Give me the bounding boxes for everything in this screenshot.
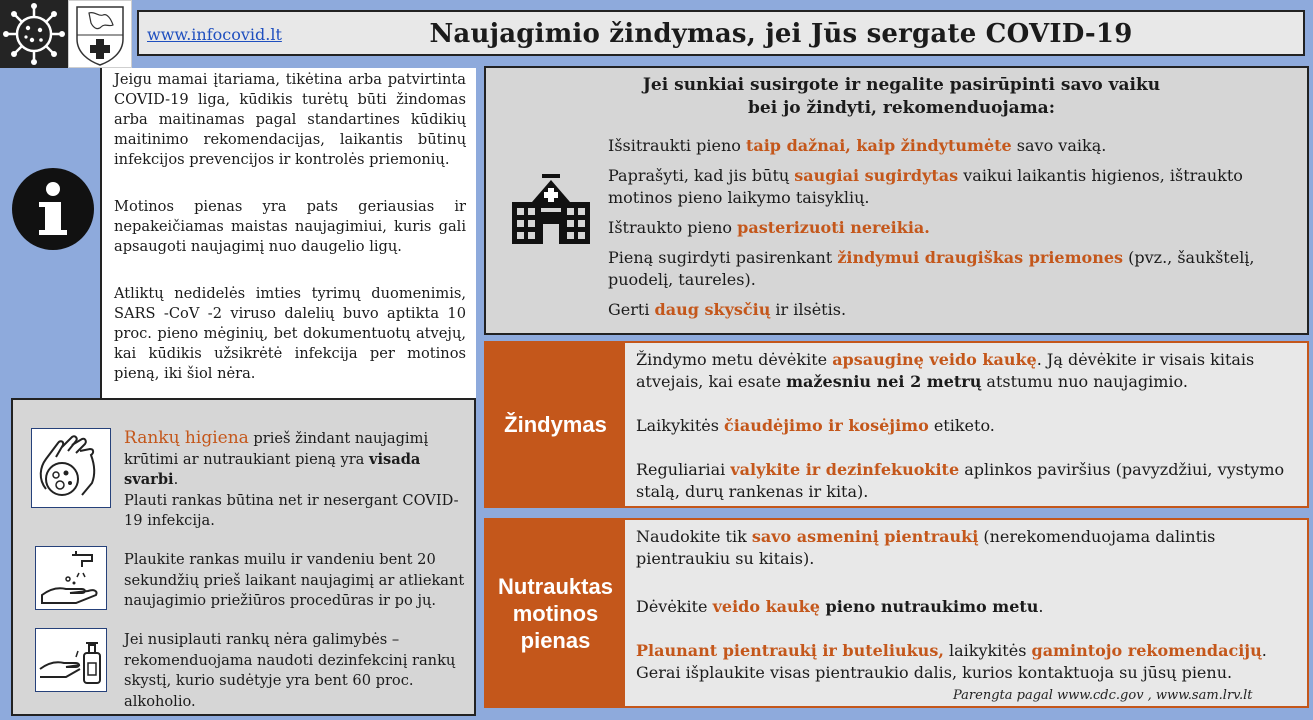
info-paragraph: Motinos pienas yra pats geriausias ir nepakeičiamas maistas naujagimiui, kuris gali apsaugoti naujagimį nuo daugelio ligų. [114, 198, 466, 255]
pumped-milk-section [484, 518, 1309, 708]
pumped-milk-paragraph: Dėvėkite veido kaukę pieno nutraukimo metu. [636, 597, 1044, 616]
breastfeeding-section [484, 341, 1309, 508]
breastfeeding-paragraph: Žindymo metu dėvėkite apsauginę veido kaukę. Ją dėvėkite ir visais kitais atvejais, kai esate mažesniu nei 2 metrų atstumu nuo naujagimio. [636, 350, 1255, 391]
hospital-icon [508, 174, 594, 246]
site-link[interactable]: www.infocovid.lt [147, 25, 282, 44]
info-paragraph: Atliktų nedidelės imties tyrimų duomenimis, SARS -CoV -2 viruso dalelių buvo aptikta 10 proc. pieno mėginių, bet dokumentuotų atvejų, kai kūdikis užsikrėtė infekcija per motinos pieną, iki šiol nėra. [114, 285, 466, 382]
pumped-milk-paragraph: Plaunant pientraukį ir buteliukus, laikykitės gamintojo rekomendacijų. Gerai išplaukite visas pientraukio dalis, kurios kontaktuoja su jūsų pienu. [636, 641, 1267, 682]
sick-item-2: Paprašyti, kad jis būtų saugiai sugirdytas vaikui laikantis higienos, ištraukto motinos pieno laikymo taisyklių. [608, 166, 1243, 207]
sick-panel-title: Jei sunkiai susirgote ir negalite pasirūpinti savo vaiku bei jo žindyti, rekomenduojama: [642, 75, 1161, 118]
hand-hygiene-panel [11, 398, 476, 716]
header [137, 10, 1305, 56]
breastfeeding-paragraph: Reguliariai valykite ir dezinfekuokite aplinkos paviršius (pavyzdžiui, vystymo stalą, durų rankenas ir kita). [636, 460, 1285, 501]
breastfeeding-paragraph: Laikykitės čiaudėjimo ir kosėjimo etiketo. [636, 416, 995, 435]
sick-item-5: Gerti daug skysčių ir ilsėtis. [608, 300, 847, 319]
info-icon [12, 168, 94, 250]
hygiene-item-1: Rankų higiena prieš žindant naujagimį krūtimi ar nutraukiant pieną yra visada svarbi. Plauti rankas būtina net ir nesergant COVID-19 infekcija. [124, 428, 459, 529]
medical-crest-icon [68, 0, 132, 68]
pumped-milk-paragraph: Naudokite tik savo asmeninį pientraukį (nerekomenduojama dalintis pientraukiu su kitais). [636, 527, 1216, 568]
sick-item-3: Ištraukto pieno pasterizuoti nereikia. [608, 218, 930, 237]
breastfeeding-label: Žindymas [486, 343, 625, 506]
pumped-milk-label: Nutrauktas motinos pienas [486, 520, 625, 706]
sick-item-4: Pieną sugirdyti pasirenkant žindymui draugiškas priemones (pvz., šaukštelį, puodelį, taureles). [608, 248, 1255, 289]
hygiene-item-2: Plaukite rankas muilu ir vandeniu bent 20 sekundžių prieš laikant naujagimį ar atliekant naujagimio priežiūros procedūras ir po jų. [124, 551, 465, 609]
hand-washing-icon [35, 546, 107, 610]
source-note: Parengta pagal www.cdc.gov , www.sam.lrv.lt [953, 688, 1253, 703]
hand-sanitizer-icon [35, 628, 107, 692]
hygiene-item-3: Jei nusiplauti rankų nėra galimybės – rekomenduojama naudoti dezinfekcinį rankų skystį, kurio sudėtyje yra bent 60 proc. alkoholio. [124, 631, 456, 710]
page-title: Naujagimio žindymas, jei Jūs sergate COVID-19 [429, 19, 1133, 49]
info-text-panel [100, 68, 476, 398]
sick-recommendations-panel [484, 66, 1309, 335]
virus-logo-icon [0, 0, 68, 68]
sick-item-1: Išsitraukti pieno taip dažnai, kaip žindytumėte savo vaiką. [608, 136, 1107, 155]
info-paragraph: Jeigu mamai įtariama, tikėtina arba patvirtinta COVID-19 liga, kūdikis turėtų būti žindomas arba maitinamas pagal standartines kūdikių maitinimo rekomendacijas, laikantis būtinų infekcijos prevencijos ir kontrolės priemonių. [114, 71, 466, 168]
hand-hygiene-icon [31, 428, 111, 508]
